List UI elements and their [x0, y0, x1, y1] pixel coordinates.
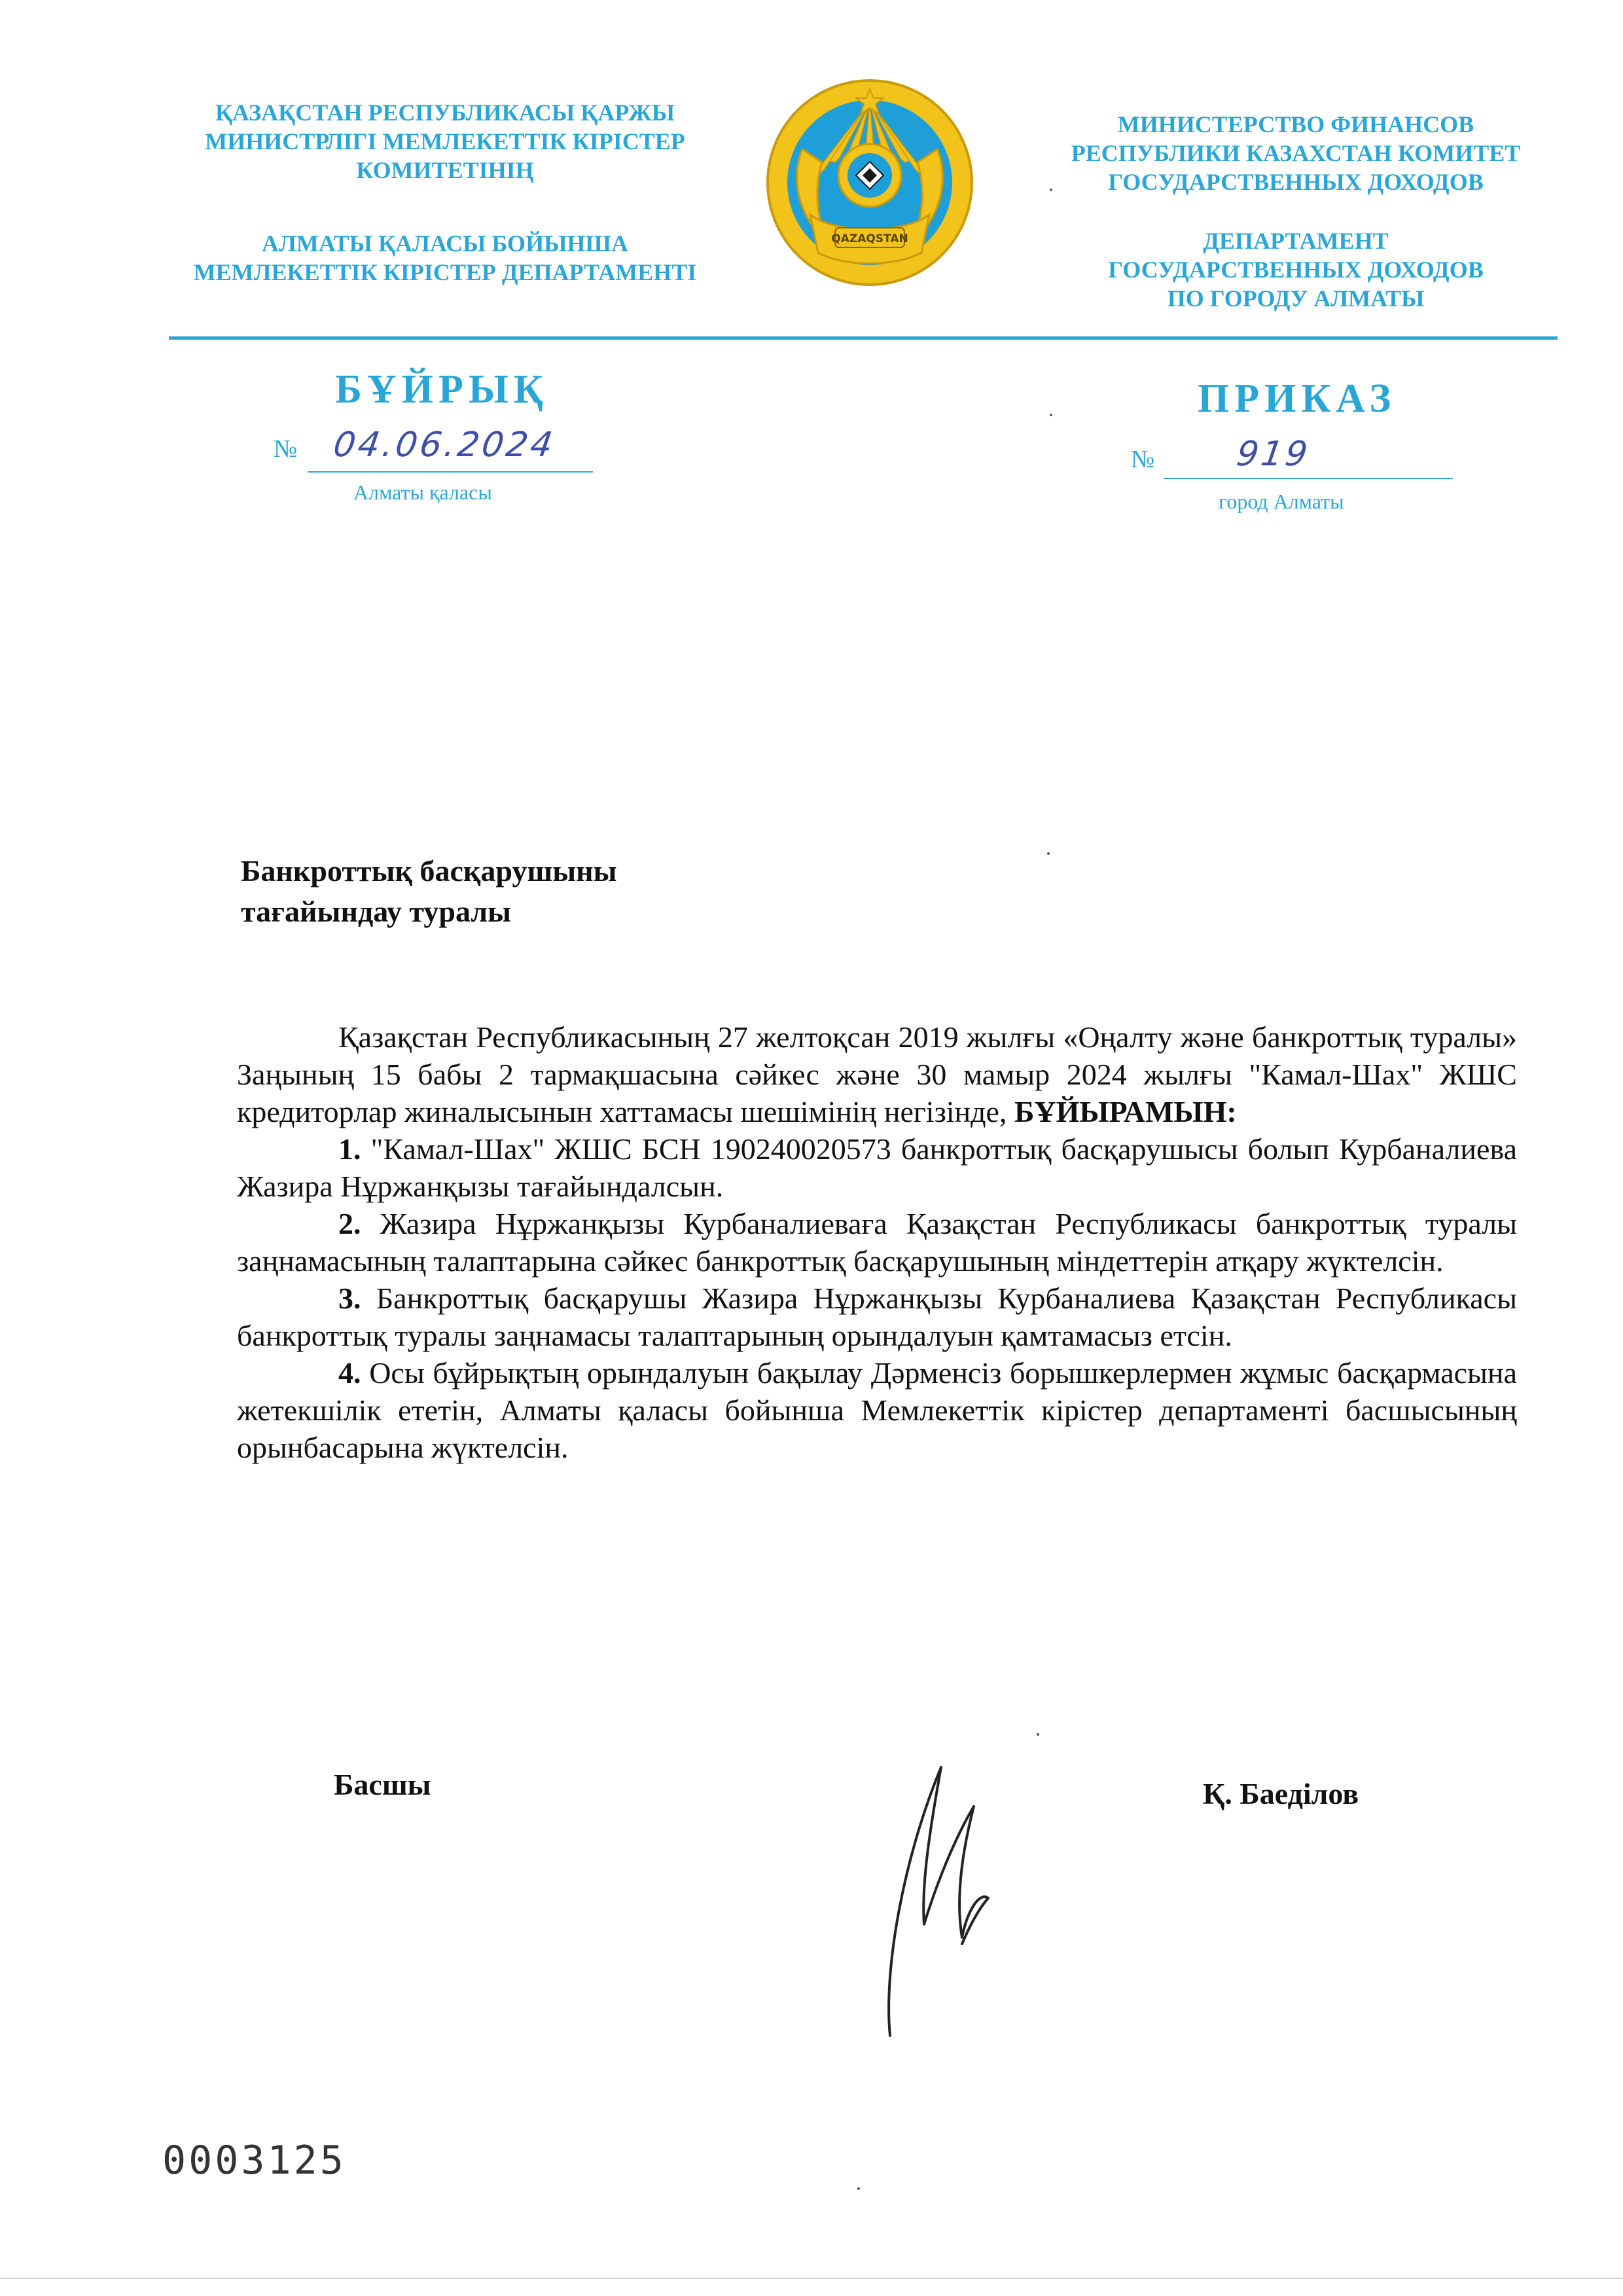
letterhead-ru-department: ДЕПАРТАМЕНТ ГОСУДАРСТВЕННЫХ ДОХОДОВ ПО ГОРОДУ АЛМАТЫ [1108, 228, 1484, 312]
letterhead-kz-department: АЛМАТЫ ҚАЛАСЫ БОЙЫНША МЕМЛЕКЕТТІК КІРІСТЕР ДЕПАРТАМЕНТІ [193, 230, 697, 285]
number-sign-right: № [1131, 446, 1155, 473]
scan-speck [1047, 852, 1050, 855]
city-label-ru: город Алматы [1219, 490, 1344, 513]
scan-speck [857, 2187, 860, 2190]
document-serial-number: 0003125 [162, 2138, 346, 2183]
letterhead-divider [169, 336, 1558, 340]
letterhead-kz-ministry: ҚАЗАҚСТАН РЕСПУБЛИКАСЫ ҚАРЖЫ МИНИСТРЛІГІ МЕМЛЕКЕТТІК КІРІСТЕР КОМИТЕТІНІҢ [205, 99, 685, 183]
order-title-ru: ПРИКАЗ [1198, 376, 1397, 421]
order-item-3: 3. Банкроттық басқарушы Жазира Нұржанқызы Курбаналиева Қазақстан Республикасы банкроттық туралы заңнамасы талаптарының орындалуын қамтамасыз етсін. [237, 1282, 1518, 1352]
scan-speck [1050, 188, 1052, 191]
handwritten-date: 04.06.2024 [330, 425, 558, 465]
order-title-kz: БҰЙРЫҚ [335, 367, 548, 412]
signatory-title: Басшы [334, 1768, 431, 1801]
handwritten-order-number: 919 [1234, 435, 1313, 474]
order-subject: Банкроттық басқарушыны тағайындау туралы [241, 854, 617, 928]
order-item-2: 2. Жазира Нұржанқызы Курбаналиеваға Қазақстан Республикасы банкроттық туралы заңнамасының талаптарына сәйкес банкроттық басқарушының міндеттерін атқару жүктелсін. [237, 1207, 1518, 1278]
signatory-name: Қ. Баеділов [1203, 1777, 1359, 1810]
scan-speck [1050, 414, 1052, 416]
number-underline [1164, 478, 1453, 479]
emblem-label: QAZAQSTAN [831, 232, 908, 245]
preamble-paragraph: Қазақстан Республикасының 27 желтоқсан 2019 жылғы «Оңалту және банкроттық туралы» Заңының 15 бабы 2 тармақшасына сәйкес және 30 мамыр 2024 жылғы "Камал-Шах" ЖШС кредиторлар жиналысынын хаттамасы шешімінің негізінде, БҰЙЫРАМЫН: [237, 1020, 1517, 1128]
scan-edge [0, 2278, 1623, 2279]
order-body [237, 1018, 1517, 1466]
command-word: БҰЙЫРАМЫН: [1014, 1095, 1237, 1128]
order-item-4: 4. Осы бұйрықтың орындалуын бақылау Дәрменсіз борышкерлермен жұмыс басқармасына жетекшілік ететін, Алматы қаласы бойынша Мемлекеттік кірістер департаменті басшысының орынбасарына жүктелсін. [237, 1356, 1517, 1464]
date-underline [308, 471, 593, 473]
order-item-1: 1. "Камал-Шах" ЖШС БСН 190240020573 банкроттық басқарушысы болып Курбаналиева Жазира Нұржанқызы тағайындалсын. [237, 1132, 1517, 1203]
letterhead-ru-ministry: МИНИСТЕРСТВО ФИНАНСОВ РЕСПУБЛИКИ КАЗАХСТАН КОМИТЕТ ГОСУДАРСТВЕННЫХ ДОХОДОВ [1071, 111, 1521, 195]
handwritten-signature-icon [864, 1754, 1001, 2042]
number-sign-left: № [274, 435, 298, 463]
city-label-kz: Алматы қаласы [353, 480, 492, 504]
scan-speck [1037, 1733, 1039, 1736]
state-emblem-icon [764, 77, 975, 288]
